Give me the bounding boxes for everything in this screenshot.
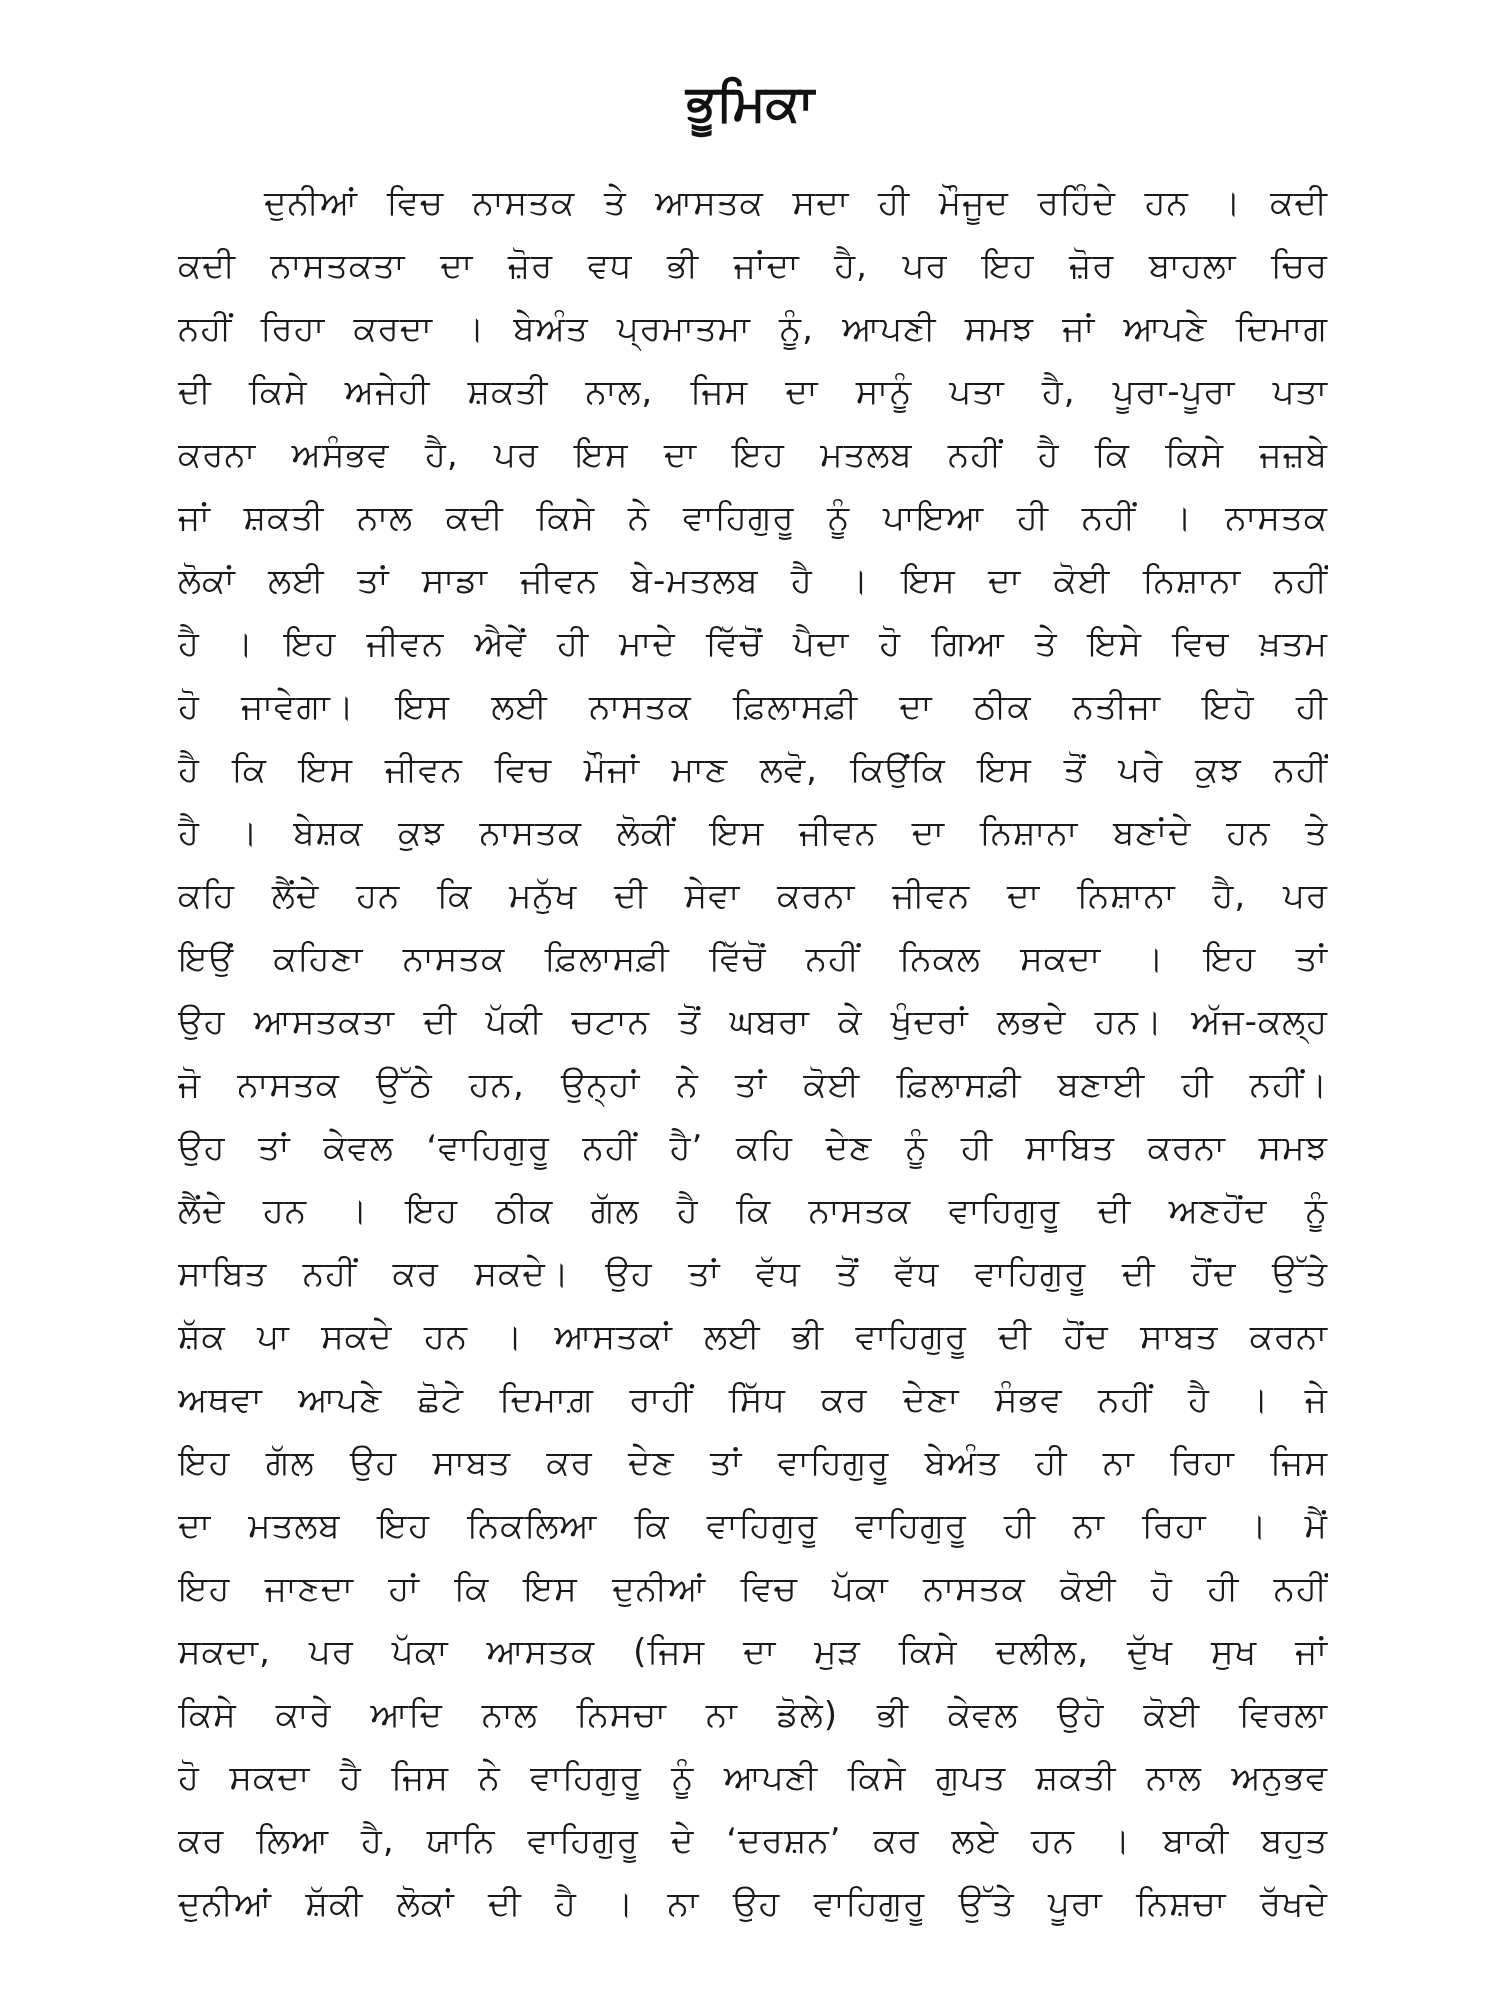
- text-line: ਸ਼ੱਕ ਪਾ ਸਕਦੇ ਹਨ । ਆਸਤਕਾਂ ਲਈ ਭੀ ਵਾਹਿਗੁਰੂ ਦੀ ਹੋਂਦ ਸਾਬਤ ਕਰਨਾ: [178, 1317, 1328, 1357]
- text-line: ਉਹ ਆਸਤਕਤਾ ਦੀ ਪੱਕੀ ਚਟਾਨ ਤੋਂ ਘਬਰਾ ਕੇ ਖੁੰਦਰਾਂ ਲਭਦੇ ਹਨ। ਅੱਜ-ਕਲ੍ਹ: [178, 1002, 1328, 1042]
- text-line: ਇਹ ਜਾਣਦਾ ਹਾਂ ਕਿ ਇਸ ਦੁਨੀਆਂ ਵਿਚ ਪੱਕਾ ਨਾਸਤਕ ਕੋਈ ਹੋ ਹੀ ਨਹੀਂ: [178, 1569, 1328, 1609]
- text-line: ਕਿਸੇ ਕਾਰੇ ਆਦਿ ਨਾਲ ਨਿਸਚਾ ਨਾ ਡੋਲੇ) ਭੀ ਕੇਵਲ ਉਹੋ ਕੋਈ ਵਿਰਲਾ: [178, 1695, 1328, 1735]
- text-line: ਸਾਬਿਤ ਨਹੀਂ ਕਰ ਸਕਦੇ। ਉਹ ਤਾਂ ਵੱਧ ਤੋਂ ਵੱਧ ਵਾਹਿਗੁਰੂ ਦੀ ਹੋਂਦ ਉੱਤੇ: [178, 1254, 1328, 1294]
- text-line: ਦੁਨੀਆਂ ਸ਼ੱਕੀ ਲੋਕਾਂ ਦੀ ਹੈ । ਨਾ ਉਹ ਵਾਹਿਗੁਰੂ ਉੱਤੇ ਪੂਰਾ ਨਿਸ਼ਚਾ ਰੱਖਦੇ: [178, 1884, 1328, 1924]
- text-line: ਹੈ । ਬੇਸ਼ਕ ਕੁਝ ਨਾਸਤਕ ਲੋਕੀਂ ਇਸ ਜੀਵਨ ਦਾ ਨਿਸ਼ਾਨਾ ਬਣਾਂਦੇ ਹਨ ਤੇ: [178, 813, 1328, 853]
- text-line: ਕਦੀ ਨਾਸਤਕਤਾ ਦਾ ਜ਼ੋਰ ਵਧ ਭੀ ਜਾਂਦਾ ਹੈ, ਪਰ ਇਹ ਜ਼ੋਰ ਬਾਹਲਾ ਚਿਰ: [178, 246, 1328, 286]
- text-line: ਦੁਨੀਆਂ ਵਿਚ ਨਾਸਤਕ ਤੇ ਆਸਤਕ ਸਦਾ ਹੀ ਮੌਜੂਦ ਰਹਿੰਦੇ ਹਨ । ਕਦੀ: [264, 183, 1328, 223]
- text-line: ਕਰਨਾ ਅਸੰਭਵ ਹੈ, ਪਰ ਇਸ ਦਾ ਇਹ ਮਤਲਬ ਨਹੀਂ ਹੈ ਕਿ ਕਿਸੇ ਜਜ਼ਬੇ: [178, 435, 1328, 475]
- text-line: ਲੈਂਦੇ ਹਨ । ਇਹ ਠੀਕ ਗੱਲ ਹੈ ਕਿ ਨਾਸਤਕ ਵਾਹਿਗੁਰੂ ਦੀ ਅਣਹੋਂਦ ਨੂੰ: [178, 1191, 1328, 1231]
- text-line: ਜੋ ਨਾਸਤਕ ਉੱਠੇ ਹਨ, ਉਨ੍ਹਾਂ ਨੇ ਤਾਂ ਕੋਈ ਫ਼ਿਲਾਸਫ਼ੀ ਬਣਾਈ ਹੀ ਨਹੀਂ।: [178, 1065, 1328, 1105]
- text-line: ਇਹ ਗੱਲ ਉਹ ਸਾਬਤ ਕਰ ਦੇਣ ਤਾਂ ਵਾਹਿਗੁਰੂ ਬੇਅੰਤ ਹੀ ਨਾ ਰਿਹਾ ਜਿਸ: [178, 1443, 1328, 1483]
- text-line: ਹੋ ਸਕਦਾ ਹੈ ਜਿਸ ਨੇ ਵਾਹਿਗੁਰੂ ਨੂੰ ਆਪਣੀ ਕਿਸੇ ਗੁਪਤ ਸ਼ਕਤੀ ਨਾਲ ਅਨੁਭਵ: [178, 1758, 1328, 1798]
- text-line: ਨਹੀਂ ਰਿਹਾ ਕਰਦਾ । ਬੇਅੰਤ ਪ੍ਰਮਾਤਮਾ ਨੂੰ, ਆਪਣੀ ਸਮਝ ਜਾਂ ਆਪਣੇ ਦਿਮਾਗ: [178, 309, 1328, 349]
- text-line: ਕਹਿ ਲੈਂਦੇ ਹਨ ਕਿ ਮਨੁੱਖ ਦੀ ਸੇਵਾ ਕਰਨਾ ਜੀਵਨ ਦਾ ਨਿਸ਼ਾਨਾ ਹੈ, ਪਰ: [178, 876, 1328, 916]
- text-line: ਉਹ ਤਾਂ ਕੇਵਲ ‘ਵਾਹਿਗੁਰੂ ਨਹੀਂ ਹੈ’ ਕਹਿ ਦੇਣ ਨੂੰ ਹੀ ਸਾਬਿਤ ਕਰਨਾ ਸਮਝ: [178, 1128, 1328, 1168]
- text-line: ਸਕਦਾ, ਪਰ ਪੱਕਾ ਆਸਤਕ (ਜਿਸ ਦਾ ਮੁੜ ਕਿਸੇ ਦਲੀਲ, ਦੁੱਖ ਸੁਖ ਜਾਂ: [178, 1632, 1328, 1672]
- text-line: ਅਥਵਾ ਆਪਣੇ ਛੋਟੇ ਦਿਮਾਗ਼ ਰਾਹੀਂ ਸਿੱਧ ਕਰ ਦੇਣਾ ਸੰਭਵ ਨਹੀਂ ਹੈ । ਜੇ: [178, 1380, 1328, 1420]
- text-line: ਹੈ । ਇਹ ਜੀਵਨ ਐਵੇਂ ਹੀ ਮਾਦੇ ਵਿੱਚੋਂ ਪੈਦਾ ਹੋ ਗਿਆ ਤੇ ਇਸੇ ਵਿਚ ਖ਼ਤਮ: [178, 624, 1328, 664]
- text-line: ਦੀ ਕਿਸੇ ਅਜੇਹੀ ਸ਼ਕਤੀ ਨਾਲ, ਜਿਸ ਦਾ ਸਾਨੂੰ ਪਤਾ ਹੈ, ਪੂਰਾ-ਪੂਰਾ ਪਤਾ: [178, 372, 1328, 412]
- text-line: ਇਉਂ ਕਹਿਣਾ ਨਾਸਤਕ ਫ਼ਿਲਾਸਫ਼ੀ ਵਿੱਚੋਂ ਨਹੀਂ ਨਿਕਲ ਸਕਦਾ । ਇਹ ਤਾਂ: [178, 939, 1328, 979]
- text-line: ਕਰ ਲਿਆ ਹੈ, ਯਾਨਿ ਵਾਹਿਗੁਰੂ ਦੇ ‘ਦਰਸ਼ਨ’ ਕਰ ਲਏ ਹਨ । ਬਾਕੀ ਬਹੁਤ: [178, 1821, 1328, 1861]
- text-line: ਦਾ ਮਤਲਬ ਇਹ ਨਿਕਲਿਆ ਕਿ ਵਾਹਿਗੁਰੂ ਵਾਹਿਗੁਰੂ ਹੀ ਨਾ ਰਿਹਾ । ਮੈਂ: [178, 1506, 1328, 1546]
- text-line: ਹੋ ਜਾਵੇਗਾ। ਇਸ ਲਈ ਨਾਸਤਕ ਫ਼ਿਲਾਸਫ਼ੀ ਦਾ ਠੀਕ ਨਤੀਜਾ ਇਹੋ ਹੀ: [178, 687, 1328, 727]
- text-line: ਹੈ ਕਿ ਇਸ ਜੀਵਨ ਵਿਚ ਮੌਜਾਂ ਮਾਣ ਲਵੋ, ਕਿਉਂਕਿ ਇਸ ਤੋਂ ਪਰੇ ਕੁਝ ਨਹੀਂ: [178, 750, 1328, 790]
- text-line: ਲੋਕਾਂ ਲਈ ਤਾਂ ਸਾਡਾ ਜੀਵਨ ਬੇ-ਮਤਲਬ ਹੈ । ਇਸ ਦਾ ਕੋਈ ਨਿਸ਼ਾਨਾ ਨਹੀਂ: [178, 561, 1328, 601]
- text-line: ਜਾਂ ਸ਼ਕਤੀ ਨਾਲ ਕਦੀ ਕਿਸੇ ਨੇ ਵਾਹਿਗੁਰੂ ਨੂੰ ਪਾਇਆ ਹੀ ਨਹੀਂ । ਨਾਸਤਕ: [178, 498, 1328, 538]
- page-title: ਭੂਮਿਕਾ: [685, 74, 815, 132]
- body-paragraph: [178, 172, 1328, 1936]
